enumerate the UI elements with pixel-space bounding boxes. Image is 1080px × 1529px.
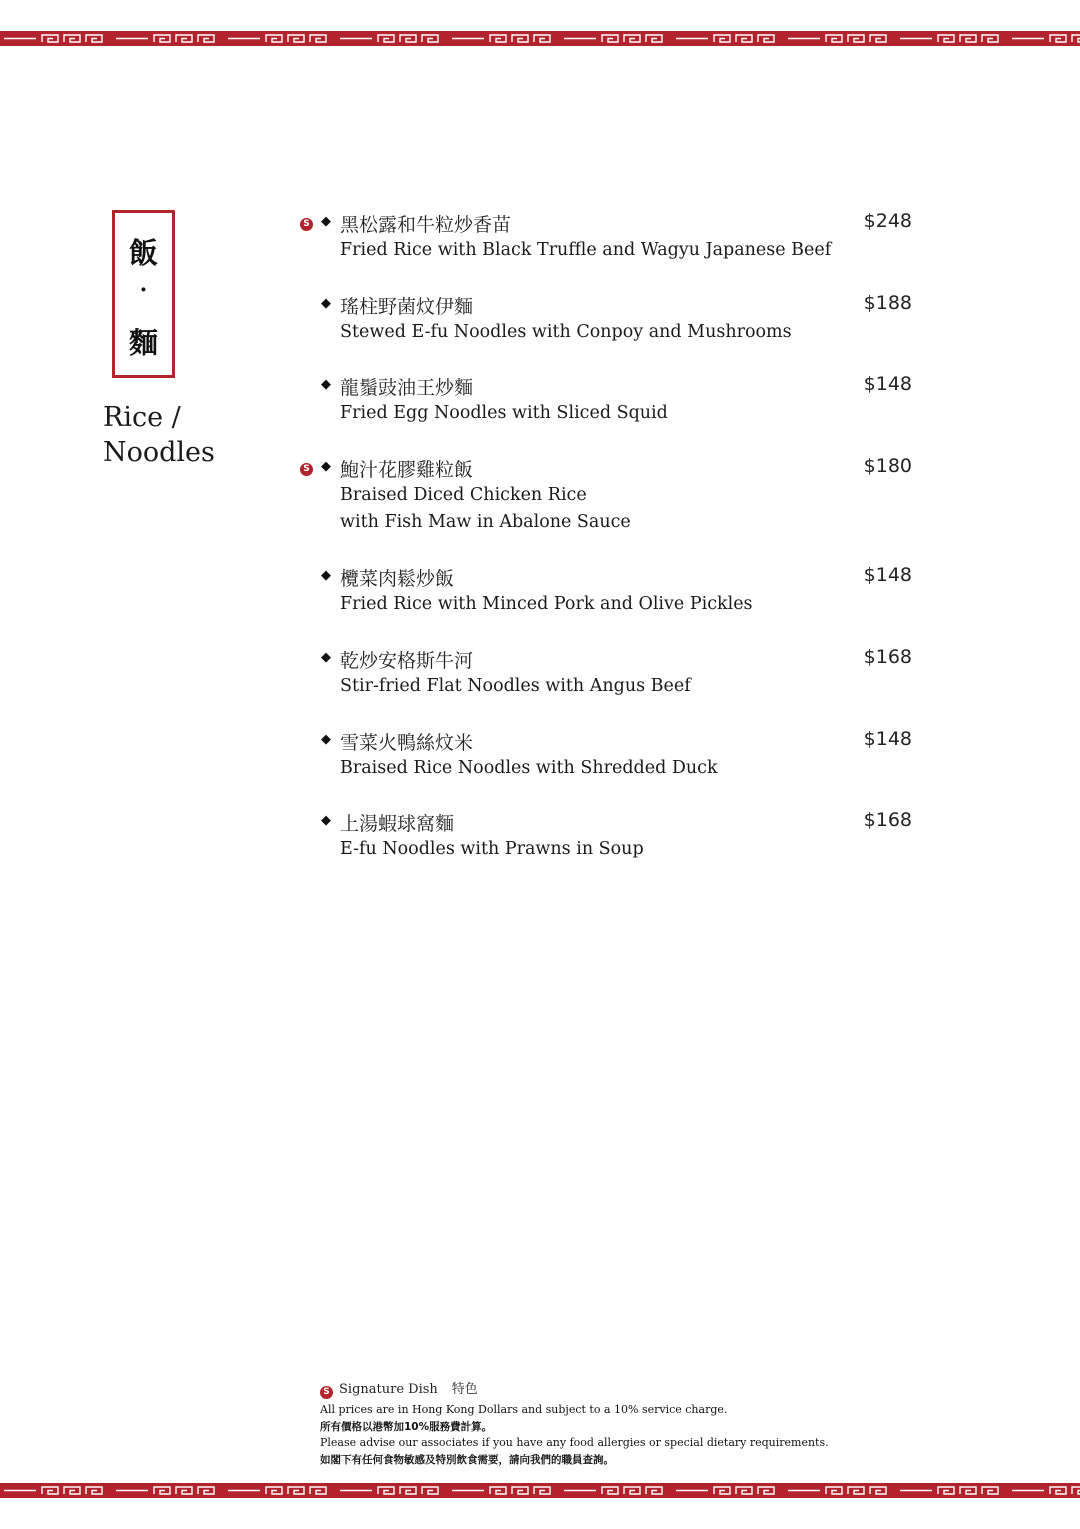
- dish-price: $248: [863, 210, 912, 232]
- dish-name-en-line: Fried Egg Noodles with Sliced Squid: [340, 403, 668, 423]
- signature-badge-icon: S: [300, 218, 313, 231]
- bottom-decorative-border: [0, 1483, 1080, 1498]
- top-decorative-border: [0, 31, 1080, 46]
- dish-name-en: [340, 591, 753, 618]
- diamond-bullet-icon: ◆: [321, 296, 331, 311]
- signature-badge-icon: S: [300, 463, 313, 476]
- dish-name-zh: 上湯蝦球窩麵: [340, 813, 455, 835]
- dish-name-en-line: Fried Rice with Minced Pork and Olive Pickles: [340, 594, 753, 614]
- dish-name-en: [340, 673, 691, 700]
- dish-name-en-line: Fried Rice with Black Truffle and Wagyu Japanese Beef: [340, 240, 832, 260]
- dish-name-en-line: E-fu Noodles with Prawns in Soup: [340, 839, 644, 859]
- dish-name-en-line: Braised Diced Chicken Rice: [340, 485, 587, 505]
- dish-name-zh: 龍鬚豉油王炒麵: [340, 377, 474, 399]
- dish-name-en: [340, 400, 668, 427]
- section-title-en: [103, 400, 215, 470]
- diamond-bullet-icon: ◆: [321, 214, 331, 229]
- dish-price: $188: [863, 292, 912, 314]
- dish-price: $168: [863, 646, 912, 668]
- dish-name-en: [340, 482, 631, 536]
- section-title-zh-rice: 飯: [128, 236, 158, 270]
- dish-name-zh: 黑松露和牛粒炒香苗: [340, 214, 512, 236]
- dish-name-en-line: Braised Rice Noodles with Shredded Duck: [340, 758, 718, 778]
- dish-price: $180: [863, 455, 912, 477]
- dish-name-en-line: with Fish Maw in Abalone Sauce: [340, 512, 631, 532]
- dish-name-zh: 雪菜火鴨絲炆米: [340, 732, 474, 754]
- dish-price: $148: [863, 564, 912, 586]
- diamond-bullet-icon: ◆: [321, 377, 331, 392]
- diamond-bullet-icon: ◆: [321, 568, 331, 583]
- service-charge-note-en: All prices are in Hong Kong Dollars and subject to a 10% service charge.: [320, 1403, 728, 1416]
- signature-legend: [320, 1378, 478, 1398]
- dish-price: $148: [863, 728, 912, 750]
- fret-pattern-top: [0, 31, 1080, 46]
- dish-name-zh: 瑤柱野菌炆伊麵: [340, 296, 474, 318]
- signature-badge-icon: S: [320, 1386, 333, 1399]
- dish-name-zh: 乾炒安格斯牛河: [340, 650, 474, 672]
- dish-name-en: [340, 319, 792, 346]
- dish-name-zh: 鮑汁花膠雞粒飯: [340, 459, 474, 481]
- diamond-bullet-icon: ◆: [321, 650, 331, 665]
- section-title-box: [112, 210, 175, 378]
- service-charge-note-zh: 所有價格以港幣加10%服務費計算。: [320, 1420, 493, 1433]
- dish-name-zh: 欖菜肉鬆炒飯: [340, 568, 455, 590]
- dish-price: $168: [863, 809, 912, 831]
- legend-label-zh: 特色: [451, 1382, 478, 1397]
- dish-name-en: [340, 237, 831, 264]
- allergy-note-en: Please advise our associates if you have any food allergies or special dietary requirements.: [320, 1436, 829, 1449]
- section-title-separator: ·: [139, 277, 148, 303]
- fret-pattern-bottom: [0, 1483, 1080, 1498]
- dish-name-en: [340, 836, 644, 863]
- footer-notes: [320, 1402, 829, 1468]
- dish-name-en-line: Stir-fried Flat Noodles with Angus Beef: [340, 676, 691, 696]
- dish-price: $148: [863, 373, 912, 395]
- section-title-zh-noodles: 麵: [128, 326, 158, 360]
- dish-name-en-line: Stewed E-fu Noodles with Conpoy and Mushrooms: [340, 322, 792, 342]
- diamond-bullet-icon: ◆: [321, 813, 331, 828]
- section-title-en-line2: Noodles: [103, 437, 215, 468]
- diamond-bullet-icon: ◆: [321, 459, 331, 474]
- legend-label-en: Signature Dish: [339, 1382, 438, 1397]
- diamond-bullet-icon: ◆: [321, 732, 331, 747]
- section-title-en-line1: Rice /: [103, 402, 181, 433]
- allergy-note-zh: 如閣下有任何食物敏感及特別飲食需要，請向我們的職員查詢。: [320, 1453, 614, 1466]
- dish-name-en: [340, 755, 718, 782]
